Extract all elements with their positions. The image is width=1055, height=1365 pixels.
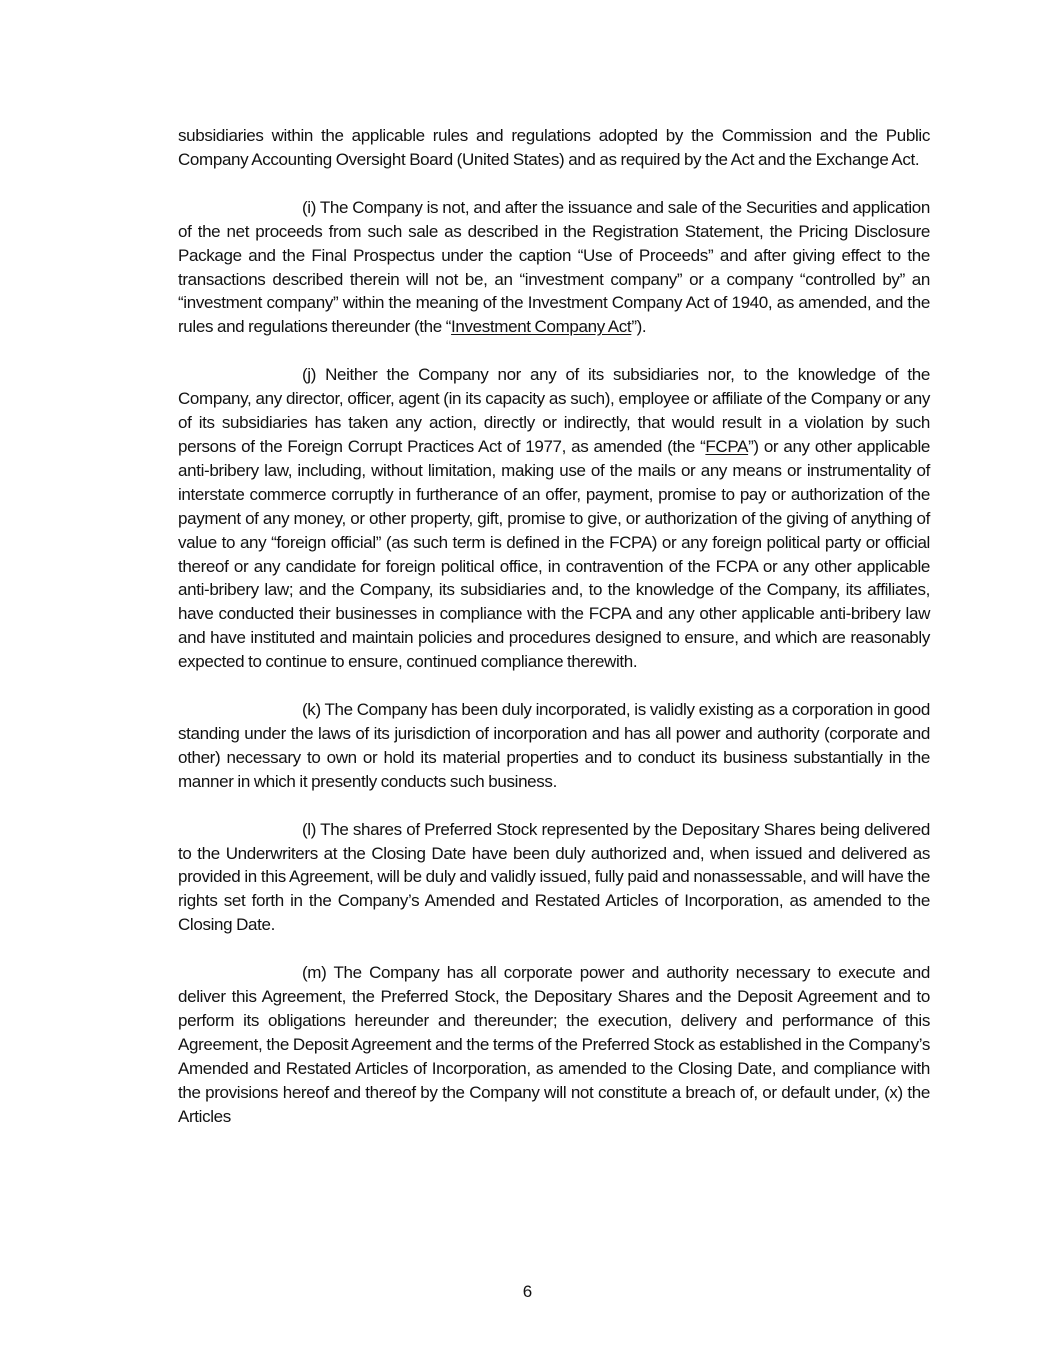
paragraph-j-text-end: ”) or any other applicable anti-bribery law, including, without limitation, making use of the mails or any means or instrumentality of interstate commerce corruptly in furtherance of an offer, payment, promise to pay or authorization of the payment of any money, or other property, gift, promise to give, or authorization of the giving of anything of value to any “foreign official” (as such term is defined in the FCPA) or any foreign political party or official thereof or any candidate for foreign political office, in contravention of the FCPA or any other applicable anti-bribery law; and the Company, its subsidiaries and, to the knowledge of the Company, its affiliates, have conducted their businesses in compliance with the FCPA and any other applicable anti-bribery law and have instituted and maintain policies and procedures designed to ensure, and which are reasonably expected to continue to ensure, continued compliance therewith.: [178, 436, 930, 672]
defined-term-investment-company-act: Investment Company Act: [451, 317, 632, 337]
paragraph-i: [178, 196, 930, 339]
paragraph-k: (k) The Company has been duly incorporated, is validly existing as a corporation in good standing under the laws of its jurisdiction of incorporation and has all power and authority (corporate and other) necessary to own or hold its material properties and to conduct its business substantially in the manner in which it presently conducts such business.: [178, 700, 930, 791]
page-number: 6: [522, 1282, 533, 1301]
paragraph-i-text: (i) The Company is not, and after the issuance and sale of the Securities and application of the net proceeds from such sale as described in the Registration Statement, the Pricing Disclosure Package and the Final Prospectus under the caption “Use of Proceeds” and after giving effect to the transactions described therein will not be, an “investment company” or a company “controlled by” an “investment company” within the meaning of the Investment Company Act of 1940, as amended, and the rules and regulations thereunder (the “: [178, 197, 930, 337]
paragraph-i-text-end: ”).: [631, 317, 647, 337]
document-page: [178, 124, 930, 1153]
paragraph-m: (m) The Company has all corporate power and authority necessary to execute and deliver this Agreement, the Preferred Stock, the Depositary Shares and the Deposit Agreement and to perform its obligations hereunder and thereunder; the execution, delivery and performance of this Agreement, the Deposit Agreement and the terms of the Preferred Stock as established in the Company’s Amended and Restated Articles of Incorporation, as amended to the Closing Date, and compliance with the provisions hereof and thereof by the Company will not constitute a breach of, or default under, (x) the Articles: [178, 963, 930, 1126]
paragraph-continuation: subsidiaries within the applicable rules and regulations adopted by the Commission and the Public Company Accounting Oversight Board (United States) and as required by the Act and the Exchange Act.: [178, 126, 930, 169]
paragraph-j: [178, 363, 930, 674]
paragraph-j-text: (j) Neither the Company nor any of its subsidiaries nor, to the knowledge of the Company, any director, officer, agent (in its capacity as such), employee or affiliate of the Company or any of its subsidiaries has taken any action, directly or indirectly, that would result in a violation by such persons of the Foreign Corrupt Practices Act of 1977, as amended (the “: [178, 365, 930, 456]
paragraph-l: (l) The shares of Preferred Stock represented by the Depositary Shares being delivered to the Underwriters at the Closing Date have been duly authorized and, when issued and delivered as provided in this Agreement, will be duly and validly issued, fully paid and nonassessable, and will have the rights set forth in the Company’s Amended and Restated Articles of Incorporation, as amended to the Closing Date.: [178, 819, 930, 935]
defined-term-fcpa: FCPA: [705, 436, 749, 456]
